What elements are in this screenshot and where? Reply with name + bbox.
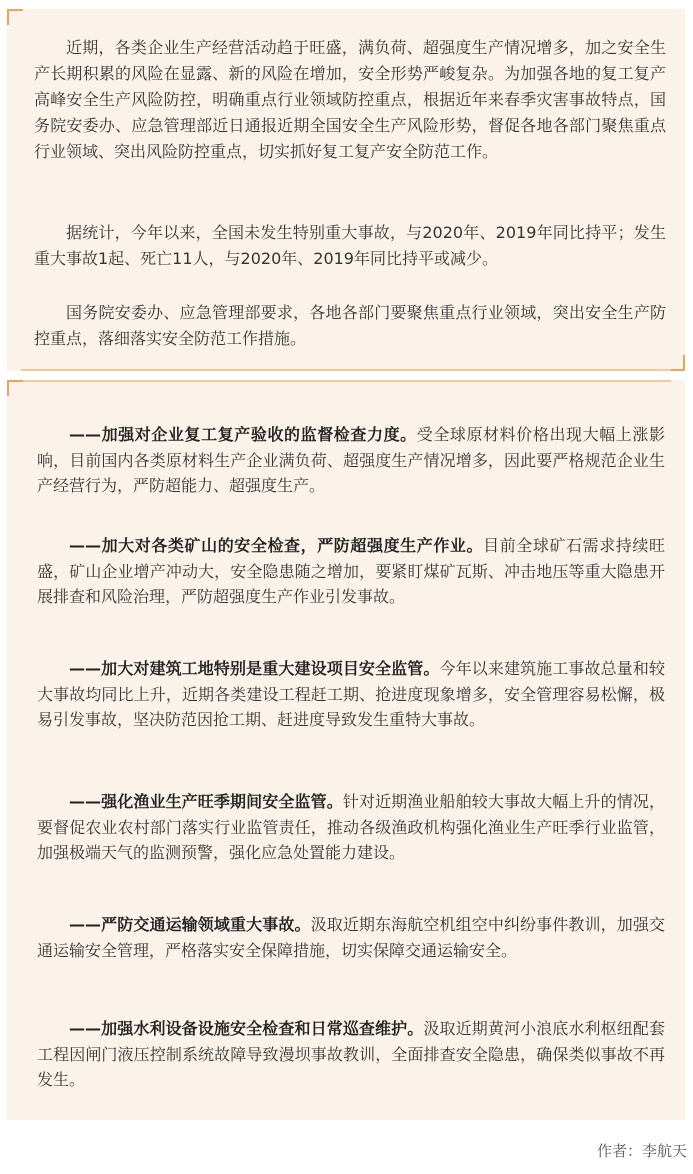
- measure-item: [37, 533, 665, 610]
- measure-text: 目前全球矿石需求持续旺盛，矿山企业增产冲动大，安全隐患随之增加，要紧盯煤矿瓦斯、冲击地压等重大隐患开展排查和风险治理，严防超强度生产作业引发事故。: [37, 536, 665, 606]
- measure-text: 今年以来建筑施工事故总量和较大事故均同比上升，近期各类建设工程赶工期、抢进度现象增多，安全管理容易松懈，极易引发事故，坚决防范因抢工期、赶进度导致发生重特大事故。: [37, 659, 665, 729]
- measures-panel: [7, 380, 685, 1120]
- measure-text: 汲取近期黄河小浪底水利枢纽配套工程因闸门液压控制系统故障导致漫坝事故教训，全面排查安全隐患，确保类似事故不再发生。: [37, 1019, 665, 1089]
- measure-text: 受全球原材料价格出现大幅上涨影响，目前国内各类原材料生产企业满负荷、超强度生产情况增多，因此要严格规范企业生产经营行为，严防超能力、超强度生产。: [37, 425, 665, 495]
- measure-heading: ——严防交通运输领域重大事故。: [69, 915, 311, 934]
- measure-heading: ——强化渔业生产旺季期间安全监管。: [69, 792, 343, 811]
- intro-paragraph-3: 国务院安委办、应急管理部要求，各地各部门要聚焦重点行业领域，突出安全生产防控重点，落细落实安全防范工作措施。: [34, 303, 666, 348]
- measure-heading: ——加大对各类矿山的安全检查，严防超强度生产作业。: [69, 536, 484, 555]
- intro-paragraph-2: 据统计，今年以来，全国未发生特别重大事故，与2020年、2019年同比持平；发生重大事故1起、死亡11人，与2020年、2019年同比持平或减少。: [34, 223, 666, 268]
- measure-item: [37, 912, 665, 963]
- measure-heading: ——加强对企业复工复产验收的监督检查力度。: [69, 425, 417, 444]
- measure-heading: ——加强水利设备设施安全检查和日常巡查维护。: [69, 1019, 424, 1038]
- corner-ornament: [669, 355, 685, 371]
- measure-item: [37, 422, 665, 499]
- corner-ornament: [7, 380, 23, 396]
- corner-ornament: [7, 9, 23, 25]
- measure-text: 汲取近期东海航空机组空中纠纷事件教训，加强交通运输安全管理，严格落实安全保障措施，切实保障交通运输安全。: [37, 915, 665, 960]
- measure-heading: ——加大对建筑工地特别是重大建设项目安全监管。: [69, 659, 440, 678]
- measure-item: [37, 656, 665, 733]
- divider: [21, 369, 671, 371]
- measure-text: 针对近期渔业船舶较大事故大幅上升的情况，要督促农业农村部门落实行业监管责任，推动各级渔政机构强化渔业生产旺季行业监管，加强极端天气的监测预警，强化应急处置能力建设。: [37, 792, 665, 862]
- intro-panel: [7, 9, 685, 371]
- measure-item: [37, 789, 665, 866]
- intro-paragraph-1: 近期，各类企业生产经营活动趋于旺盛，满负荷、超强度生产情况增多，加之安全生产长期积累的风险在显露、新的风险在增加，安全形势严峻复杂。为加强各地的复工复产高峰安全生产风险防控，明确重点行业领域防控重点，根据近年来春季灾害事故特点，国务院安委办、应急管理部近日通报近期全国安全生产风险形势，督促各地各部门聚焦重点行业领域、突出风险防控重点，切实抓好复工复产安全防范工作。: [34, 38, 666, 161]
- author-credit: 作者：李航天: [596, 1142, 687, 1160]
- divider: [21, 380, 671, 382]
- measure-item: [37, 1016, 665, 1093]
